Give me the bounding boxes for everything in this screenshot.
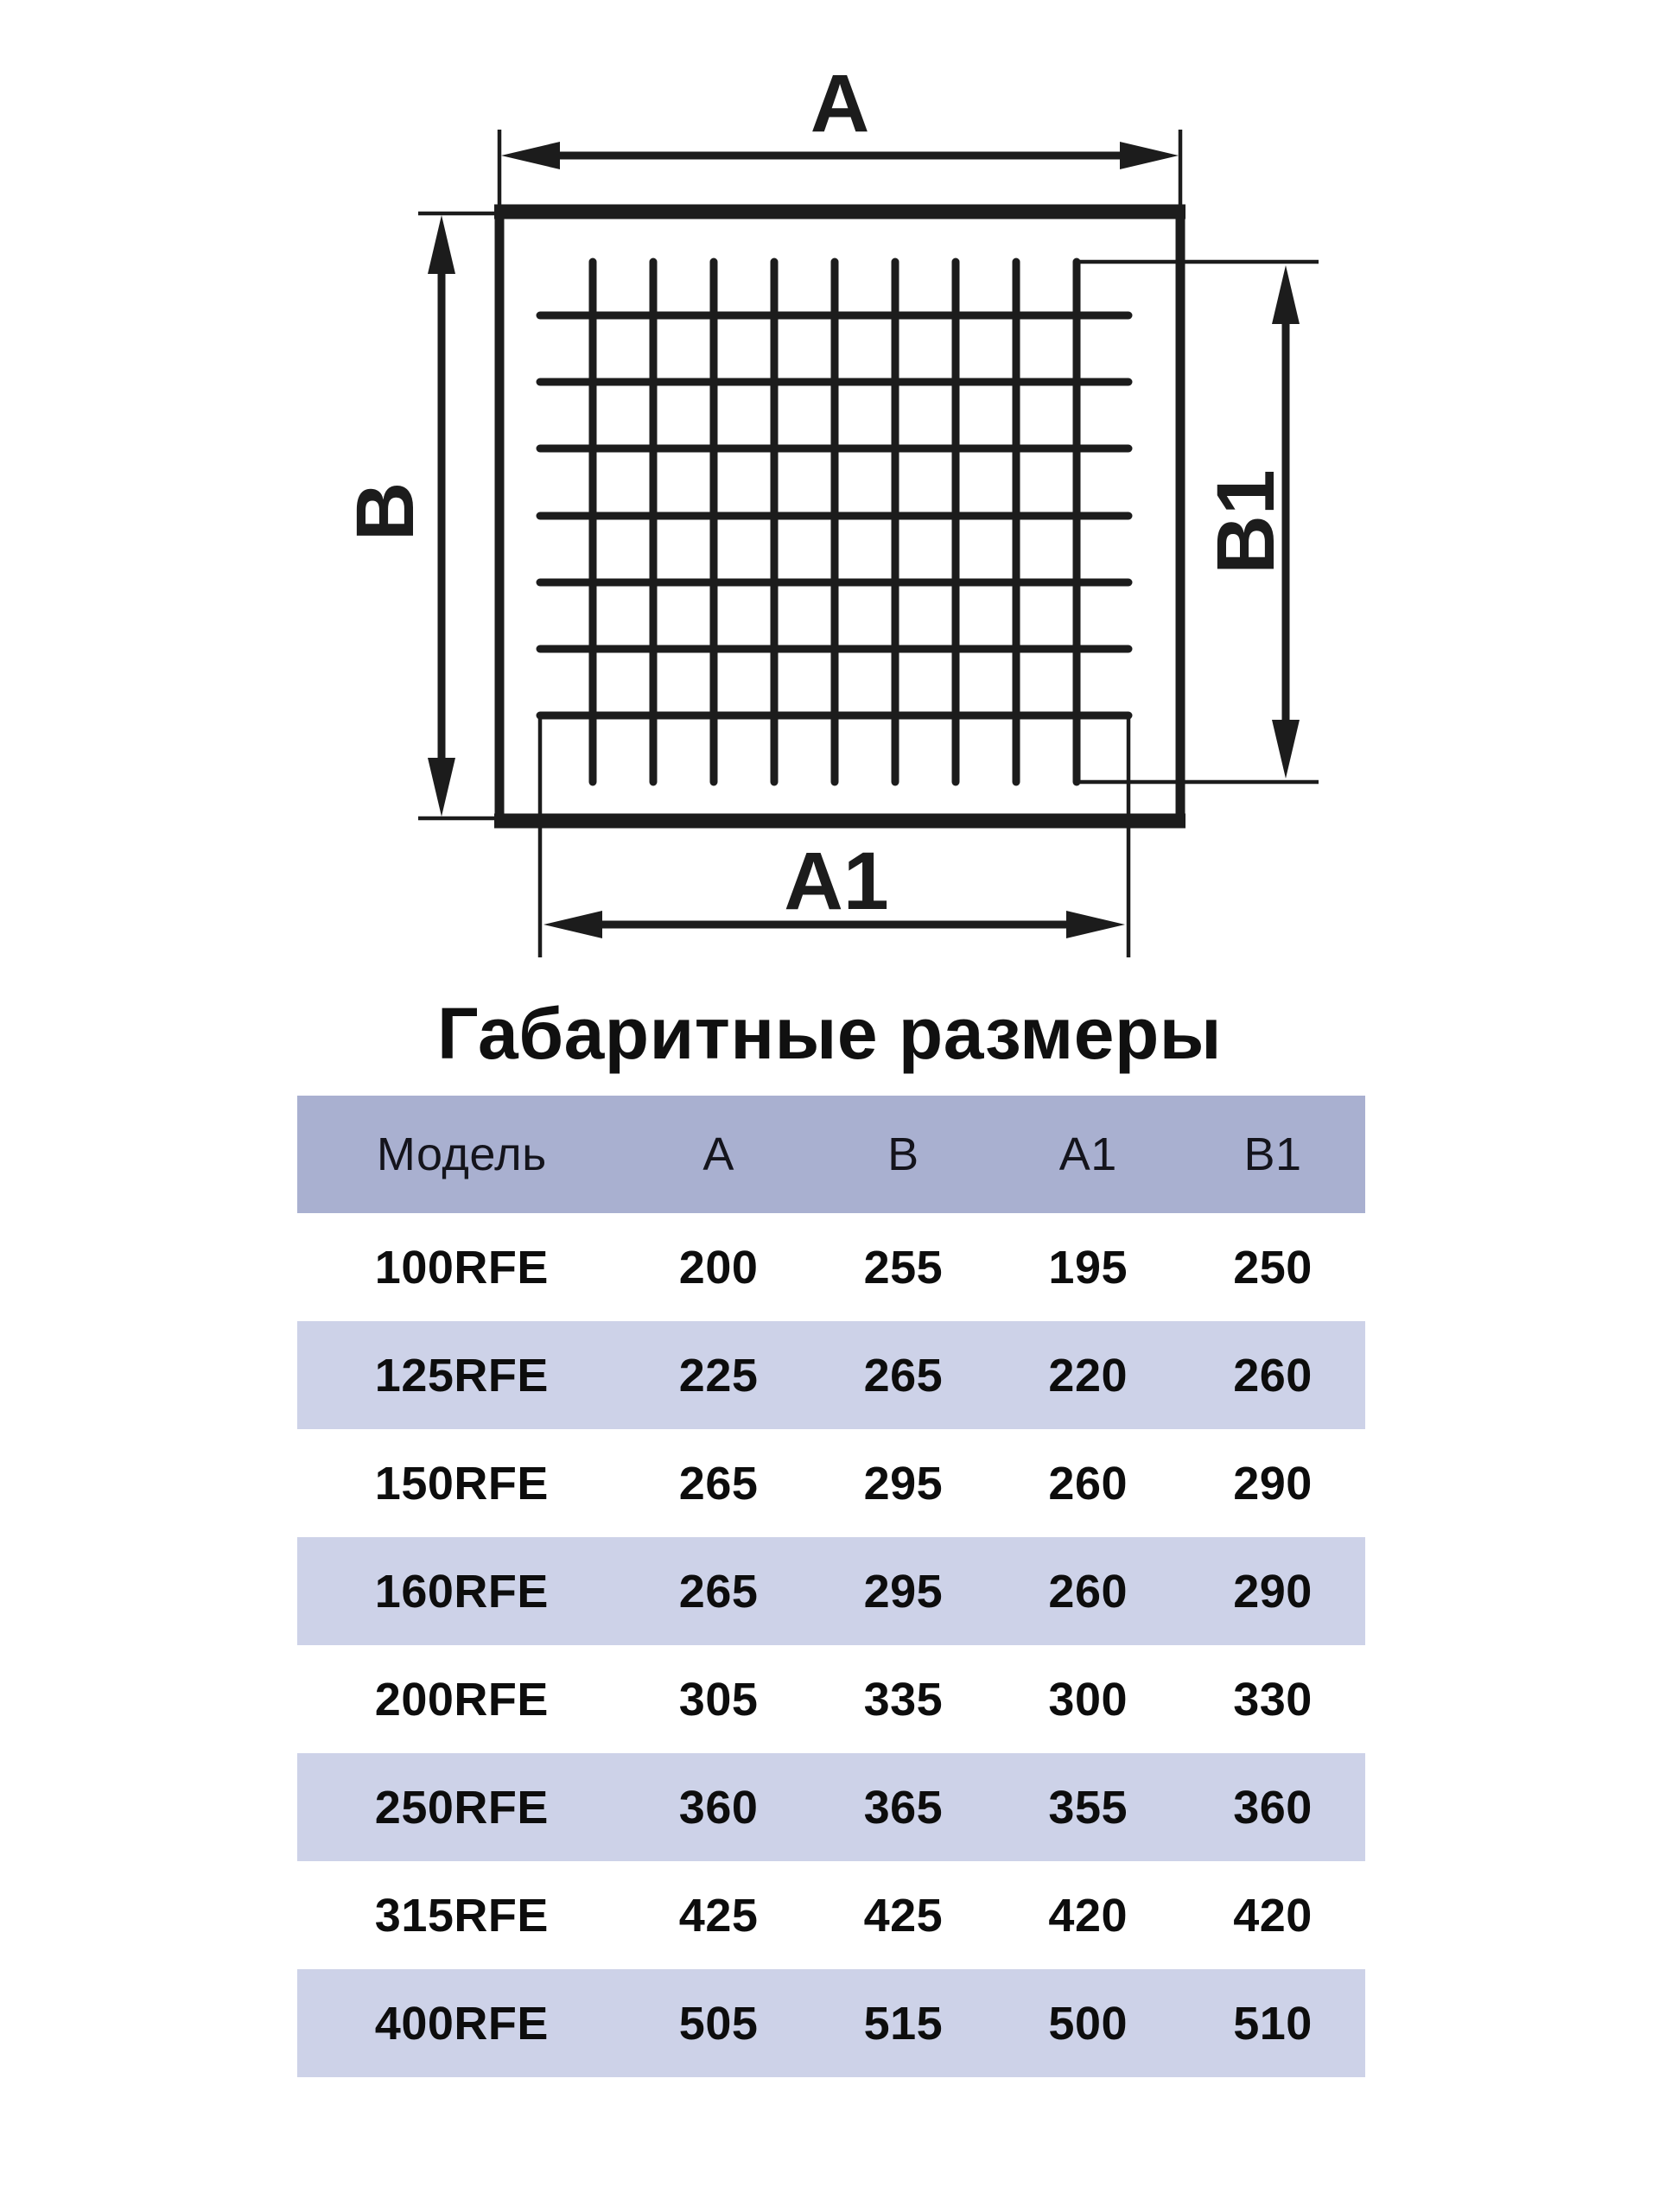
model-cell: 160RFE xyxy=(374,1565,549,1618)
value-cell: 330 xyxy=(1233,1673,1313,1726)
value-cell: 265 xyxy=(678,1565,759,1618)
model-cell: 315RFE xyxy=(374,1889,549,1942)
value-cell: 355 xyxy=(1048,1781,1128,1834)
value-cell: 300 xyxy=(1048,1673,1128,1726)
label-b: B xyxy=(340,481,431,542)
table-header-row xyxy=(297,1096,1365,1213)
value-cell: 335 xyxy=(863,1673,944,1726)
value-cell: 195 xyxy=(1048,1241,1128,1294)
value-cell: 295 xyxy=(863,1565,944,1618)
value-cell: 510 xyxy=(1233,1997,1313,2050)
value-cell: 295 xyxy=(863,1457,944,1510)
table-row xyxy=(297,1753,1365,1861)
label-a: A xyxy=(810,58,870,149)
header-cell: B1 xyxy=(1243,1128,1302,1180)
label-b1: B1 xyxy=(1200,469,1292,575)
value-cell: 505 xyxy=(678,1997,759,2050)
table-row xyxy=(297,1213,1365,1321)
value-cell: 515 xyxy=(863,1997,944,2050)
dimensions-table xyxy=(297,1096,1365,2077)
table-row xyxy=(297,1645,1365,1753)
value-cell: 420 xyxy=(1233,1889,1313,1942)
value-cell: 200 xyxy=(678,1241,759,1294)
value-cell: 220 xyxy=(1048,1349,1128,1402)
table-row xyxy=(297,1321,1365,1429)
section-title: Габаритные размеры xyxy=(436,993,1223,1074)
value-cell: 265 xyxy=(678,1457,759,1510)
value-cell: 500 xyxy=(1048,1997,1128,2050)
header-cell: B xyxy=(887,1128,919,1180)
value-cell: 420 xyxy=(1048,1889,1128,1942)
table-row xyxy=(297,1861,1365,1969)
value-cell: 365 xyxy=(863,1781,944,1834)
table-row xyxy=(297,1429,1365,1537)
value-cell: 305 xyxy=(678,1673,759,1726)
value-cell: 260 xyxy=(1048,1457,1128,1510)
label-a1: A1 xyxy=(784,836,889,927)
model-cell: 250RFE xyxy=(374,1781,549,1834)
header-cell: A xyxy=(702,1128,734,1180)
value-cell: 260 xyxy=(1233,1349,1313,1402)
value-cell: 425 xyxy=(678,1889,759,1942)
dim-arrow-b xyxy=(428,215,455,817)
dimension-diagram xyxy=(0,0,1659,994)
grille-lattice xyxy=(540,262,1128,782)
model-cell: 150RFE xyxy=(374,1457,549,1510)
table-row xyxy=(297,1537,1365,1645)
value-cell: 425 xyxy=(863,1889,944,1942)
model-cell: 400RFE xyxy=(374,1997,549,2050)
value-cell: 360 xyxy=(678,1781,759,1834)
value-cell: 250 xyxy=(1233,1241,1313,1294)
model-cell: 100RFE xyxy=(374,1241,549,1294)
value-cell: 265 xyxy=(863,1349,944,1402)
model-cell: 125RFE xyxy=(374,1349,549,1402)
value-cell: 260 xyxy=(1048,1565,1128,1618)
value-cell: 290 xyxy=(1233,1565,1313,1618)
header-cell: Модель xyxy=(376,1128,547,1180)
value-cell: 290 xyxy=(1233,1457,1313,1510)
header-cell: A1 xyxy=(1058,1128,1117,1180)
table-row xyxy=(297,1969,1365,2077)
value-cell: 255 xyxy=(863,1241,944,1294)
value-cell: 225 xyxy=(678,1349,759,1402)
model-cell: 200RFE xyxy=(374,1673,549,1726)
value-cell: 360 xyxy=(1233,1781,1313,1834)
